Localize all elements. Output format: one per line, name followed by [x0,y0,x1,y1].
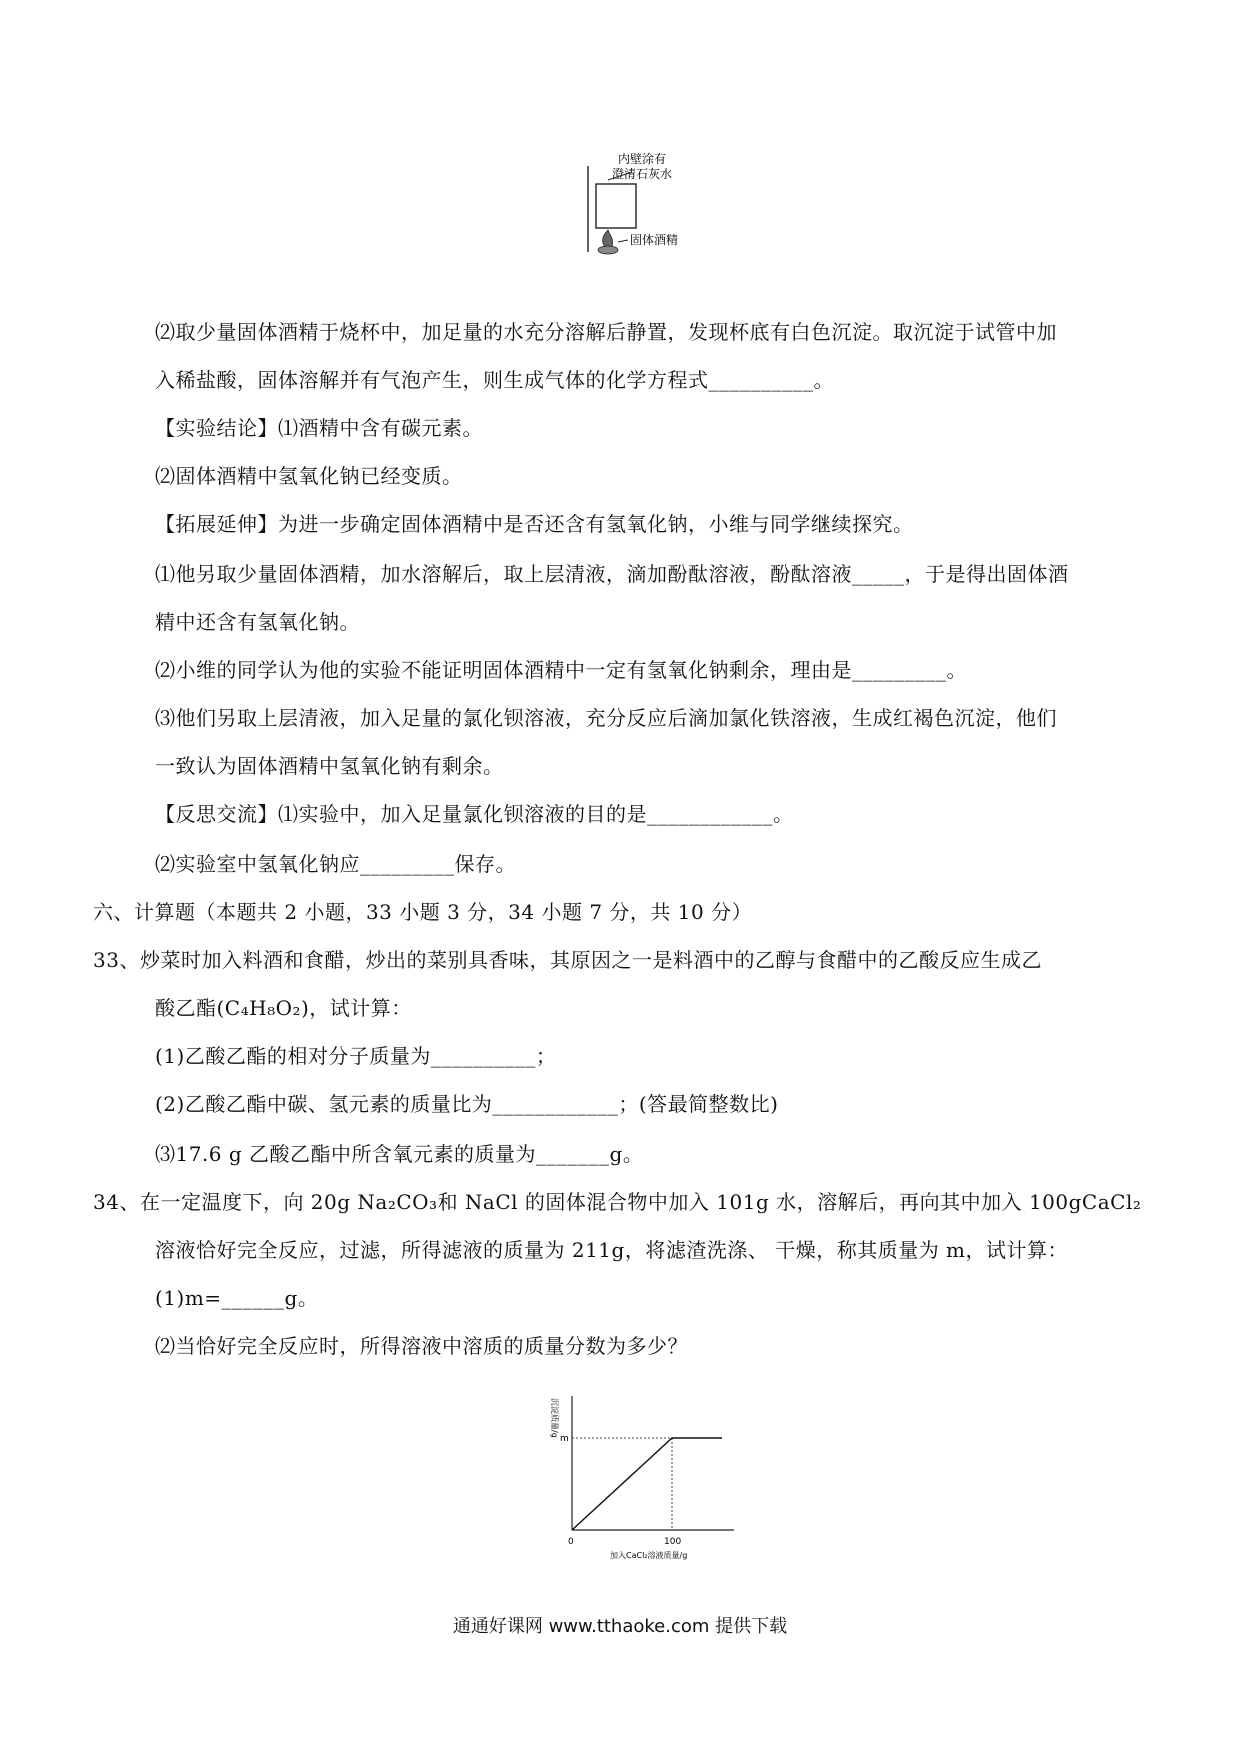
y-tick-label: m [560,1434,569,1444]
figure-label-bottom: 固体酒精 [630,233,679,247]
text-line: 一致认为固体酒精中氢氧化钠有剩余。 [155,754,504,778]
x-tick-label: 100 [664,1537,682,1547]
figure-label-top1: 内壁涂有 [618,152,667,166]
text-line: 【实验结论】⑴酒精中含有碳元素。 [155,416,483,440]
text-line: ⑶17.6 g 乙酸乙酯中所含氧元素的质量为_______g。 [155,1142,644,1166]
text-line: 【反思交流】⑴实验中，加入足量氯化钡溶液的目的是____________。 [155,802,794,826]
y-axis-label: 沉淀质量/g [550,1398,559,1438]
question-33: 33、炒菜时加入料酒和食醋，炒出的菜别具香味，其原因之一是料酒中的乙醇与食醋中的乙酸反应生成乙 [93,948,1042,972]
precipitate-chart [540,1390,760,1565]
text-line: 【拓展延伸】为进一步确定固体酒精中是否还含有氢氧化钠，小维与同学继续探究。 [155,512,914,536]
text-line: (1)乙酸乙酯的相对分子质量为__________； [155,1044,557,1068]
text-line: (2)乙酸乙酯中碳、氢元素的质量比为____________；(答最简整数比) [155,1092,779,1116]
series-line [572,1438,722,1530]
experiment-figure [560,150,700,270]
text-line: ⑵取少量固体酒精于烧杯中，加足量的水充分溶解后静置，发现杯底有白色沉淀。取沉淀于试管中加 [155,320,1057,344]
text-line: 溶液恰好完全反应，过滤，所得滤液的质量为 211g，将滤渣洗涤、 干燥，称其质量为 m，试计算： [155,1238,1069,1262]
x-tick-label: 0 [568,1537,574,1547]
figure-label-top2: 澄清石灰水 [612,167,673,181]
text-line: 酸乙酯(C₄H₈O₂)，试计算： [155,996,412,1020]
text-line: ⑴他另取少量固体酒精，加水溶解后，取上层清液，滴加酚酞溶液，酚酞溶液_____，于是得出固体酒 [155,562,1069,586]
text-line: ⑵小维的同学认为他的实验不能证明固体酒精中一定有氢氧化钠剩余，理由是_________。 [155,658,967,682]
footer-text: 通通好课网 www.tthaoke.com 提供下载 [452,1616,788,1637]
text-line: 精中还含有氢氧化钠。 [155,610,360,634]
text-line: ⑵实验室中氢氧化钠应_________保存。 [155,852,516,876]
text-line: (1)m=______g。 [155,1286,319,1310]
section-heading: 六、计算题（本题共 2 小题，33 小题 3 分，34 小题 7 分，共 10 分） [93,900,753,924]
question-34: 34、在一定温度下，向 20g Na₂CO₃和 NaCl 的固体混合物中加入 101g 水，溶解后，再向其中加入 100gCaCl₂ [93,1190,1142,1214]
text-line: 入稀盐酸，固体溶解并有气泡产生，则生成气体的化学方程式__________。 [155,368,834,392]
text-line: ⑵固体酒精中氢氧化钠已经变质。 [155,464,463,488]
x-axis-label: 加入CaCl₂溶液质量/g [610,1551,688,1560]
text-line: ⑵当恰好完全反应时，所得溶液中溶质的质量分数为多少？ [155,1334,688,1358]
text-line: ⑶他们另取上层清液，加入足量的氯化钡溶液，充分反应后滴加氯化铁溶液，生成红褐色沉淀，他们 [155,706,1057,730]
flame-icon [603,230,613,247]
beaker-shape [596,184,636,228]
